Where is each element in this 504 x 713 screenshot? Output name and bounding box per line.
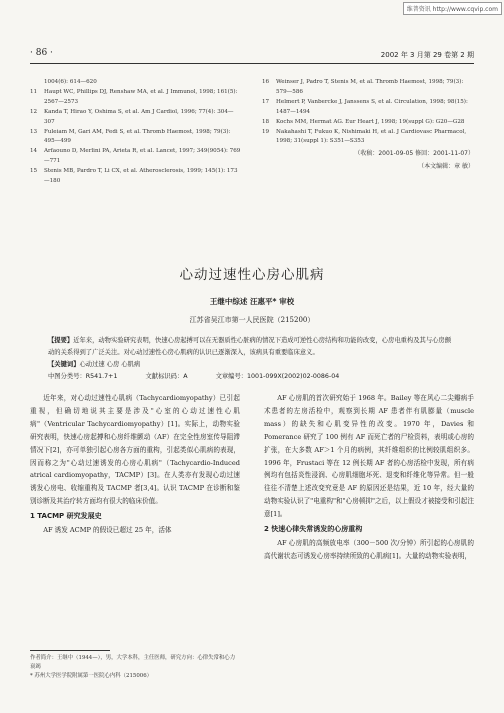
reference-item: 13 Fuleiam M, Gari AM, Fedi S, et al. Thromb Haemost, 1998; 79(3): 495—499 <box>30 128 231 145</box>
received-dates: （收稿：2001-09-05 修回：2001-11-07） <box>354 150 474 158</box>
paragraph: AF 心房肌的首次研究始于 1968 年。Bailey 等在风心二尖瓣病手术患者的左房活检中，观察到长期 AF 患者伴有肌膨量（muscle mass）的缺失和心肌变异性的改变。1970 年，Davies 和 Pomerance 研究了 100 例有 AF 而死亡者的尸检资料，表明或心房的扩张，在大多数 AF＞1 个月的病例，其纤维组织的比例较肌组织多。1996 年，Frustaci 等在 12 例长期 AF 者的心房活检中发现，所有病例均有包括炎性浸润、心房肌细胞坏死、退变和纤维化等异常。但一般往往不清楚上述改变究竟是 AF 的原因还是结果，近 10 年，经大量的动物实验认识了"电重构"和"心房顿抑"之后，以上假设才被接受和引起注意[1]。 <box>264 394 474 519</box>
footnote: 作者简介：王继中（1944—），男，大学本科，主任医师，研究方向：心律失常和心力衰竭 * 苏州大学医学院附属第一医院心内科（215006） <box>30 655 236 679</box>
article-id: 文章编号：1001-099X(2002)02-0086-04 <box>215 373 340 380</box>
author-line: 王继中综述 汪惠平* 审校 <box>209 297 295 306</box>
article-title: 心动过速性心房心肌病 <box>179 267 325 283</box>
references-left <box>30 78 242 187</box>
document-code: 文献标识码：A <box>145 373 188 380</box>
reference-item: 18 Kochs MM, Hermat AG. Eur Heart J, 1998; 19(suppl G): G20—G28 <box>262 118 465 125</box>
references-right <box>262 78 474 172</box>
keywords-text: 心动过速 心房 心肌病 <box>79 361 141 368</box>
page-header <box>30 48 474 62</box>
abstract <box>48 335 456 371</box>
reference-item: 14 Arfaouno D, Merlini PA, Arieta R, et al. Lancet, 1997; 349(9054): 769—771 <box>30 148 241 165</box>
page-number: · 86 · <box>30 48 53 58</box>
reference-item: 19 Nakahashi T, Fukuo K, Nishimaki H, et al. J Cardiovasc Pharmacol, 1998; 31(suppl 1): S351—S353 <box>262 128 467 145</box>
section-heading: 1 TACMP 研究发展史 <box>30 512 102 521</box>
keywords-label: 【关键词】 <box>48 361 80 368</box>
reference-item: 17 Helmert P, Vanbercke J, Janssens S, et al. Circulation, 1998; 98(15): 1487—1494 <box>262 98 468 115</box>
paragraph: 近年来，对心动过速性心肌病（Tachycardiomyopathy）已引起重视，但确切地说其主要是涉及"心室的心动过速性心肌病"（Ventricular Tachycardiomyopathy）[1]。实际上，动物实验研究表明，快速心房起搏和心房纤维颤动（AF）在完全性房室传导阻滞情况下[2]，亦可单独引起心房各方面的重构，引起类似心肌病的表现，因而称之为"心动过速诱发的心房心肌病"（Tachycardio-Induced atrical cardiomyopathy，TACMP）[3]。在人类亦有发现心动过速诱发心房电、收缩重构及 TACMP 者[3,4]。认识 TACMP 在诊断和鉴别诊断及其治疗转方面均有很大的临床价值。 <box>30 394 240 506</box>
header-divider <box>30 63 474 64</box>
editor-note: （本文编辑：章 敏） <box>418 163 474 171</box>
footnote-divider <box>30 650 110 651</box>
body-column-right <box>264 392 474 563</box>
affiliation: 江苏省吴江市第一人民医院（215200） <box>189 316 315 324</box>
reference-item: 1004(6): 614—620 <box>44 79 97 85</box>
abstract-label: 【提要】 <box>48 337 74 344</box>
body-column-left <box>30 392 240 537</box>
clc-number: 中图分类号：R541.7+1 <box>48 373 118 380</box>
classification-line <box>48 371 456 380</box>
reference-item: 15 Stenis MB, Pardro T, Li CX, et al. Atherosclerosis, 1999; 145(1): 173—180 <box>30 168 238 185</box>
journal-issue: 2002 年 3 月第 29 卷第 2 期 <box>380 51 474 59</box>
reference-item: 12 Kanda T, Hirao Y, Oshima S, et al. Am J Cardiol, 1996; 77(4): 304—307 <box>30 108 234 125</box>
reference-item: 11 Haupt WC, Phillips DJ, Renshaw MA, et al. J Immunol, 1998; 161(5): 2567—2573 <box>30 88 238 105</box>
paragraph: AF 心房肌的高频放电率（300－500 次/分钟）所引起的心房肌的高代谢状态可诱发心房率持续所致的心肌病[1]。大量的动物实验表明， <box>264 538 474 560</box>
abstract-text: 近年来，动物实验研究表明，快速心房起搏可以在无器质性心脏病的情况下造成可逆性心房结构和功能的改变，心房电重构及其与心房颤动的关系得到了广泛关注。对心动过速性心房心肌病的认识已逐渐深入，该病具有重要临床意义。 <box>48 337 451 356</box>
section-heading: 2 快速心律失常诱发的心房重构 <box>264 525 363 534</box>
reference-item: 16 Weinser J, Padro T, Stenis M, et al. Thromb Haemost, 1998; 79(3): 579—586 <box>262 79 464 95</box>
watermark: 维普资讯 http://www.cqvip.com <box>403 2 502 15</box>
paragraph: AF 诱发 ACMP 的假设已超过 25 年，活体 <box>43 526 172 535</box>
